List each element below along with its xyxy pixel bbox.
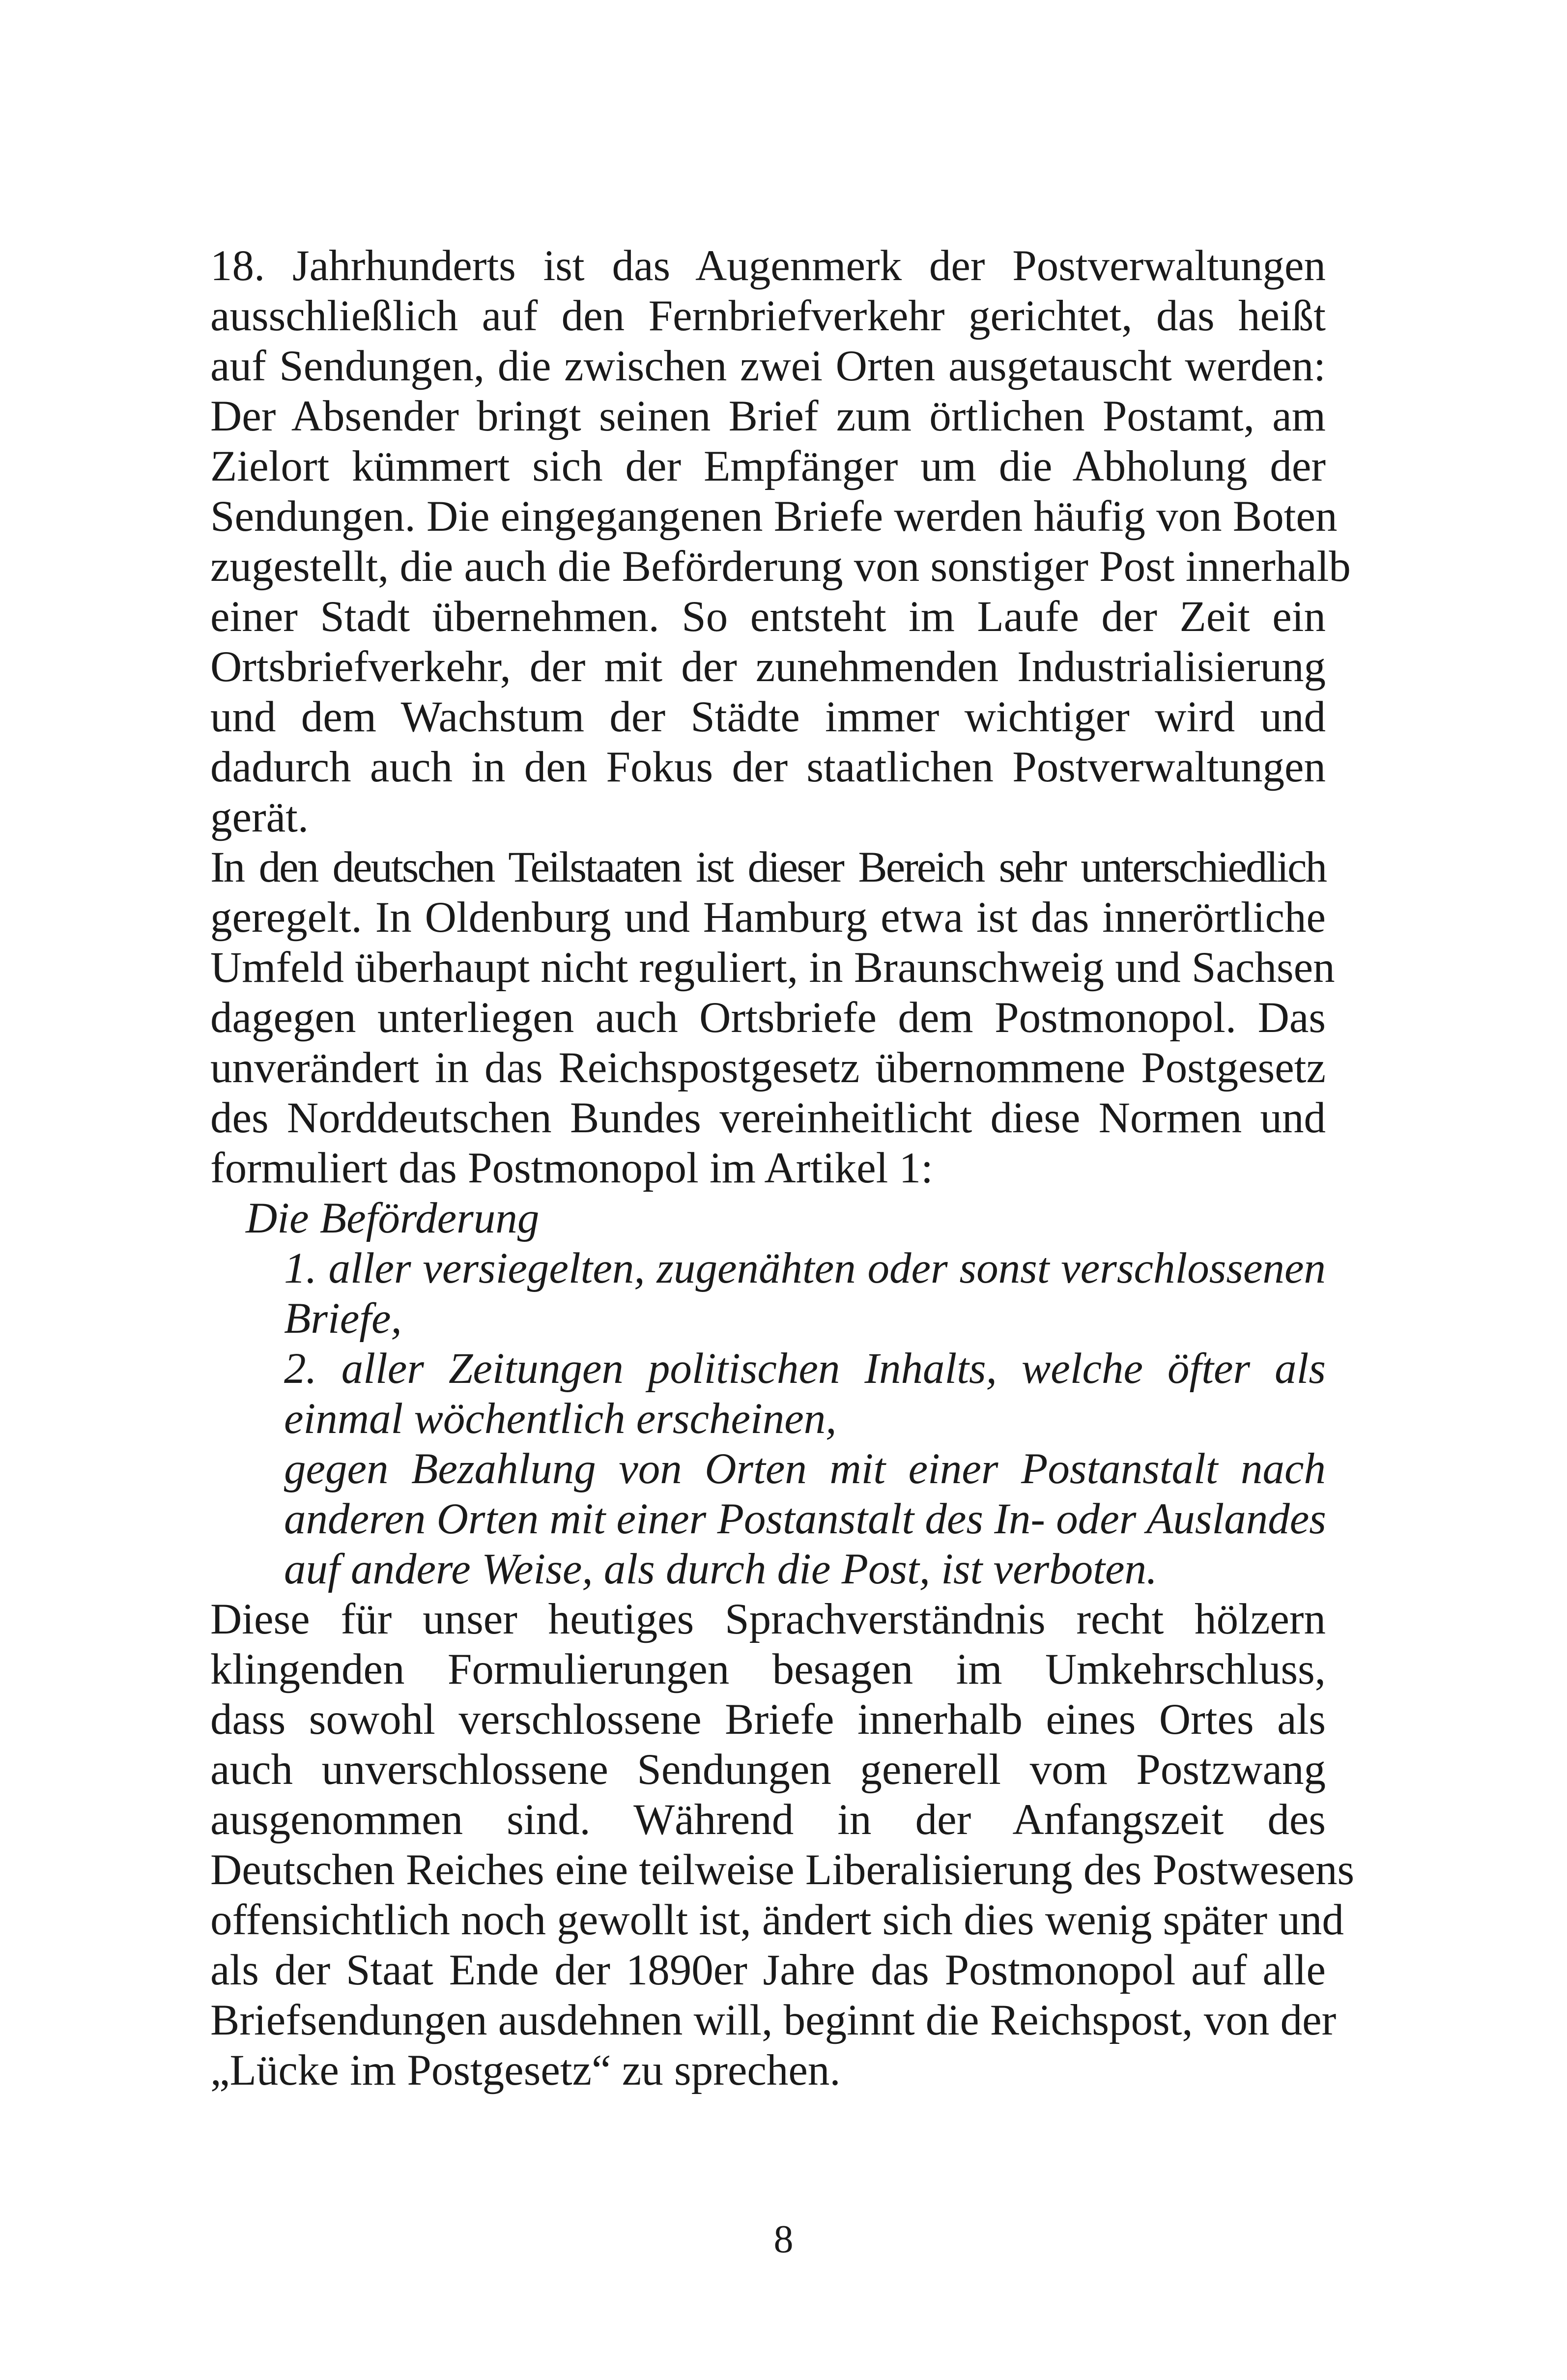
text-line: zugestellt, die auch die Beförderung von sonstiger Post innerhalb xyxy=(210,543,1351,591)
text-line: gerät. xyxy=(210,793,309,841)
text-line: Diese für unser heutiges Sprachverständnis recht hölzern xyxy=(210,1595,1326,1643)
text-line: 18. Jahrhunderts ist das Augenmerk der Postverwaltungen xyxy=(210,242,1326,290)
paragraph-2 xyxy=(210,842,1335,1193)
paragraph-3 xyxy=(210,1594,1355,2095)
text-line: „Lücke im Postgesetz“ zu sprechen. xyxy=(210,2046,841,2094)
block-quote xyxy=(210,1193,1326,1594)
text-line: Der Absender bringt seinen Brief zum örtlichen Postamt, am xyxy=(210,392,1326,440)
text-line: offensichtlich noch gewollt ist, ändert sich dies wenig später und xyxy=(210,1896,1344,1944)
text-line: und dem Wachstum der Städte immer wichtiger wird und xyxy=(210,693,1326,741)
text-line: formuliert das Postmonopol im Artikel 1: xyxy=(210,1144,933,1192)
text-line: auch unverschlossene Sendungen generell vom Postzwang xyxy=(210,1746,1326,1794)
text-line: dadurch auch in den Fokus der staatlichen Postverwaltungen xyxy=(210,743,1326,791)
text-line: Zielort kümmert sich der Empfänger um die Abholung der xyxy=(210,442,1326,490)
text-line: Briefsendungen ausdehnen will, beginnt die Reichspost, von der xyxy=(210,1996,1337,2044)
text-line: geregelt. In Oldenburg und Hamburg etwa ist das innerörtliche xyxy=(210,893,1326,942)
text-line: dagegen unterliegen auch Ortsbriefe dem Postmonopol. Das xyxy=(210,994,1326,1042)
quote-line: auf andere Weise, als durch die Post, ist verboten. xyxy=(284,1545,1158,1593)
quote-line: Briefe, xyxy=(284,1294,402,1343)
paragraph-1 xyxy=(210,241,1351,842)
quote-line: Die Beförderung xyxy=(246,1194,540,1242)
quote-line: gegen Bezahlung von Orten mit einer Postanstalt nach xyxy=(284,1445,1326,1493)
text-line: ausgenommen sind. Während in der Anfangszeit des xyxy=(210,1796,1326,1844)
text-line: In den deutschen Teilstaaten ist dieser Bereich sehr unterschiedlich xyxy=(210,843,1326,891)
quote-line: einmal wöchentlich erscheinen, xyxy=(284,1395,837,1443)
text-line: einer Stadt übernehmen. So entsteht im Laufe der Zeit ein xyxy=(210,593,1326,641)
text-line: klingenden Formulierungen besagen im Umkehrschluss, xyxy=(210,1645,1326,1693)
text-line: ausschließlich auf den Fernbriefverkehr gerichtet, das heißt xyxy=(210,292,1326,340)
quote-line: 2. aller Zeitungen politischen Inhalts, welche öfter als xyxy=(284,1345,1326,1393)
text-line: auf Sendungen, die zwischen zwei Orten ausgetauscht werden: xyxy=(210,342,1326,390)
main-text xyxy=(210,241,1355,2095)
text-line: Umfeld überhaupt nicht reguliert, in Braunschweig und Sachsen xyxy=(210,944,1335,992)
text-line: Deutschen Reiches eine teilweise Liberalisierung des Postwesens xyxy=(210,1846,1355,1894)
text-line: als der Staat Ende der 1890er Jahre das Postmonopol auf alle xyxy=(210,1946,1326,1994)
text-line: Sendungen. Die eingegangenen Briefe werden häufig von Boten xyxy=(210,492,1338,541)
text-line: dass sowohl verschlossene Briefe innerhalb eines Ortes als xyxy=(210,1695,1326,1744)
text-line: Ortsbriefverkehr, der mit der zunehmenden Industrialisierung xyxy=(210,643,1326,691)
text-line: unverändert in das Reichspostgesetz übernommene Postgesetz xyxy=(210,1044,1326,1092)
quote-line: anderen Orten mit einer Postanstalt des In- oder Auslandes xyxy=(284,1495,1326,1543)
page-number: 8 xyxy=(773,2218,794,2261)
text-line: des Norddeutschen Bundes vereinheitlicht diese Normen und xyxy=(210,1094,1326,1142)
quote-line: 1. aller versiegelten, zugenähten oder sonst verschlossenen xyxy=(284,1244,1326,1292)
